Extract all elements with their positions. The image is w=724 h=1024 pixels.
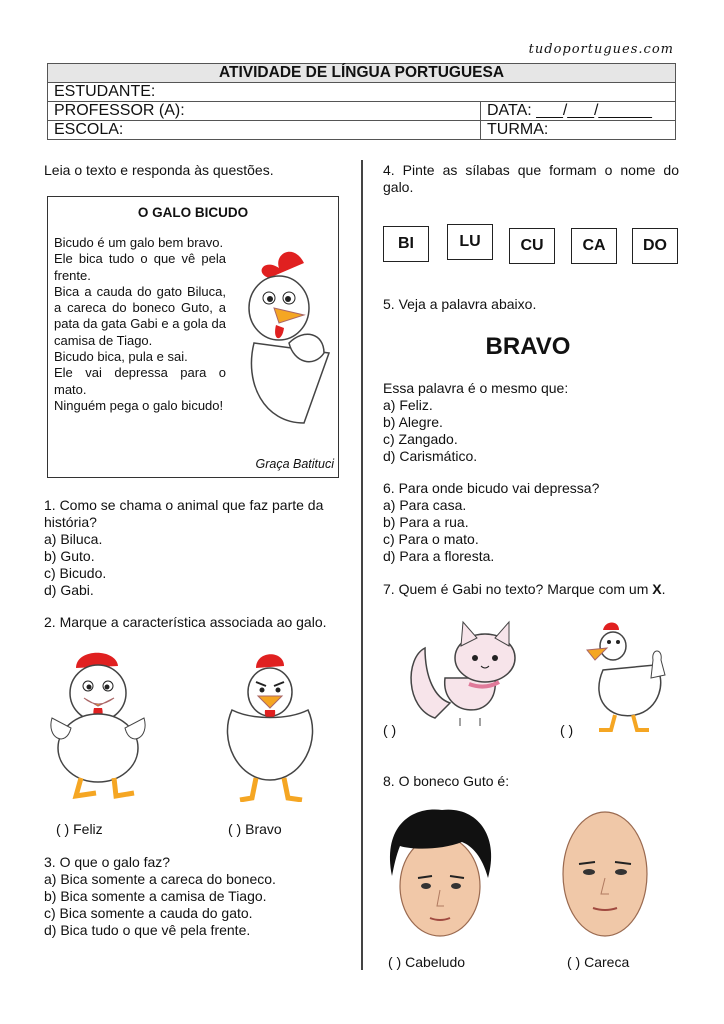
q7-option-rooster[interactable]: ( ) (560, 722, 574, 738)
syllable-box[interactable]: CU (509, 228, 555, 264)
q5-option: c) Zangado. (383, 431, 458, 447)
q6-option: b) Para a rua. (383, 514, 469, 530)
story-line: Ninguém pega o galo bicudo! (54, 397, 224, 413)
column-divider (361, 160, 363, 970)
story-box (47, 196, 339, 478)
field-turma: TURMA: (481, 121, 676, 140)
q5-prompt: Essa palavra é o mesmo que: (383, 380, 569, 396)
q7-question-text: 7. Quem é Gabi no texto? Marque com um (383, 581, 653, 597)
q4-question: 4. Pinte as sílabas que formam o nome do galo. (383, 162, 679, 195)
field-estudante: ESTUDANTE: (48, 83, 676, 102)
q5-option: d) Carismático. (383, 448, 478, 464)
q1 (44, 497, 344, 599)
story-title: O GALO BICUDO (137, 205, 249, 220)
man-with-hair-illustration (382, 806, 500, 942)
q3-option: d) Bica tudo o que vê pela frente. (44, 922, 251, 938)
story-line: Ele vai depressa para o mato. (54, 365, 226, 397)
q1-option: d) Gabi. (44, 582, 94, 598)
syllable-box[interactable]: DO (632, 228, 678, 264)
story-author: Graça Batituci (255, 457, 334, 471)
q8-option-cabeludo[interactable]: ( ) Cabeludo (388, 954, 466, 970)
q6-option: d) Para a floresta. (383, 548, 495, 564)
q5-option: a) Feliz. (383, 397, 433, 413)
story-text (54, 235, 226, 414)
q1-option: a) Biluca. (44, 531, 103, 547)
q2-option-feliz[interactable]: ( ) Feliz (56, 821, 103, 837)
q8-question: 8. O boneco Guto é: (383, 773, 510, 789)
syllable-box[interactable]: LU (447, 224, 493, 260)
syllable-box[interactable]: BI (383, 226, 429, 262)
q6-option: c) Para o mato. (383, 531, 479, 547)
header-table (47, 63, 676, 140)
q6-option: a) Para casa. (383, 497, 467, 513)
q5-option: b) Alegre. (383, 414, 443, 430)
site-watermark: tudoportugues.com (528, 42, 674, 57)
story-line: Bica a cauda do gato Biluca, a careca do boneco Guto, a pata da gata Gabi e a gola da camisa de Tiago. (54, 283, 226, 348)
q3-question: 3. O que o galo faz? (44, 854, 171, 870)
q5-question: 5. Veja a palavra abaixo. (383, 296, 537, 312)
q1-question: 1. Como se chama o animal que faz parte da história? (44, 497, 324, 530)
field-escola: ESCOLA: (48, 121, 481, 140)
rooster-peeking-illustration (234, 233, 334, 433)
field-professor: PROFESSOR (A): (48, 102, 481, 121)
q3-option: c) Bica somente a cauda do gato. (44, 905, 253, 921)
bald-man-illustration (555, 808, 657, 942)
q2-question: 2. Marque a característica associada ao galo. (44, 614, 327, 630)
intro-text: Leia o texto e responda às questões. (44, 162, 274, 178)
q3-option: b) Bica somente a camisa de Tiago. (44, 888, 267, 904)
q7-question (383, 581, 665, 598)
q1-option: b) Guto. (44, 548, 95, 564)
q5 (383, 380, 568, 465)
q1-option: c) Bicudo. (44, 565, 107, 581)
story-line: Bicudo é um galo bem bravo. (54, 235, 224, 250)
syllable-box[interactable]: CA (571, 228, 617, 264)
angry-rooster-illustration (218, 650, 322, 802)
story-line: Bicudo bica, pula e sai. (54, 349, 188, 365)
q6-question: 6. Para onde bicudo vai depressa? (383, 480, 600, 496)
rooster-thumbs-up-illustration (585, 620, 671, 732)
q6 (383, 480, 599, 565)
activity-title: ATIVIDADE DE LÍNGUA PORTUGUESA (48, 64, 676, 83)
happy-rooster-illustration (46, 648, 150, 800)
story-line: Ele bica tudo o que vê pela frente. (54, 251, 226, 283)
q5-word: BRAVO (485, 333, 571, 360)
q7-question-x: X (652, 581, 662, 597)
q8-option-careca[interactable]: ( ) Careca (567, 954, 630, 970)
q3 (44, 854, 354, 939)
q2-option-bravo[interactable]: ( ) Bravo (228, 821, 282, 837)
q7-option-cat[interactable]: ( ) (383, 722, 397, 738)
field-data: DATA: ___/___/______ (481, 102, 676, 121)
q3-option: a) Bica somente a careca do boneco. (44, 871, 276, 887)
cat-illustration (405, 618, 519, 730)
q7-question-end: . (661, 581, 666, 597)
